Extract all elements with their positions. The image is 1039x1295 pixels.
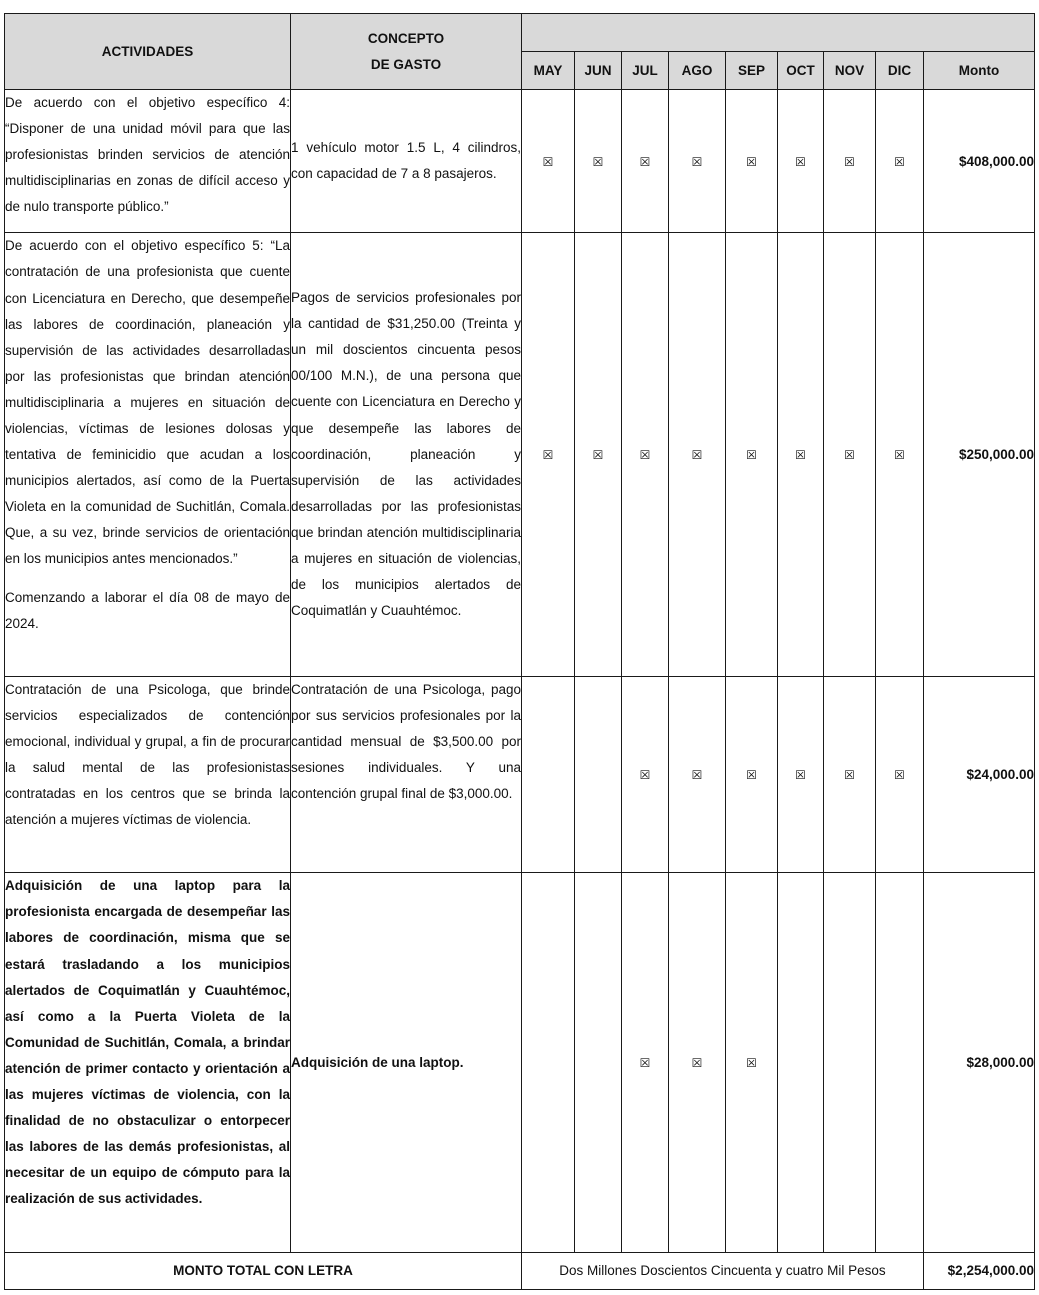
checked-box-icon: ☒ bbox=[894, 448, 905, 463]
checked-box-icon: ☒ bbox=[691, 448, 703, 463]
checked-box-icon: ☒ bbox=[691, 154, 703, 169]
month-check bbox=[726, 677, 778, 873]
month-check bbox=[622, 677, 669, 873]
month-check bbox=[824, 233, 876, 677]
checked-box-icon: ☒ bbox=[639, 154, 651, 169]
month-check bbox=[876, 873, 924, 1253]
month-check bbox=[575, 677, 622, 873]
header-concept-line2: DE GASTO bbox=[370, 56, 442, 72]
month-check bbox=[522, 90, 575, 233]
month-check bbox=[522, 233, 575, 677]
month-check bbox=[669, 677, 726, 873]
total-label: MONTO TOTAL CON LETRA bbox=[5, 1252, 522, 1289]
header-amount: Monto bbox=[924, 52, 1035, 90]
checked-box-icon: ☒ bbox=[639, 768, 651, 783]
checked-box-icon: ☒ bbox=[795, 154, 806, 169]
checked-box-icon: ☒ bbox=[746, 154, 757, 169]
header-month-jul: JUL bbox=[622, 52, 669, 90]
activity-text: De acuerdo con el objetivo específico 4: “Disponer de una unidad móvil para que las profesionistas brinden servicios de atención multidisciplinarias en zonas de difícil acceso y de nulo transporte público.” bbox=[5, 95, 290, 215]
activity-cell bbox=[5, 677, 291, 873]
table-row bbox=[5, 873, 1035, 1253]
total-row bbox=[5, 1252, 1035, 1289]
header-month-may: MAY bbox=[522, 52, 575, 90]
month-check bbox=[622, 873, 669, 1253]
month-check bbox=[876, 90, 924, 233]
checked-box-icon: ☒ bbox=[542, 154, 554, 169]
month-check bbox=[824, 677, 876, 873]
checked-box-icon: ☒ bbox=[844, 448, 855, 463]
month-check bbox=[522, 677, 575, 873]
checked-box-icon: ☒ bbox=[844, 154, 855, 169]
concept-cell: Pagos de servicios profesionales por la cantidad de $31,250.00 (Treinta y un mil doscientos cincuenta pesos 00/100 M.N.), de una persona que cuente con Licenciatura en Derecho y que desempeñe las labores de coordinación, planeación y supervisión de las actividades desarrolladas por las profesionistas que brindan atención multidisciplinaria a mujeres en situación de violencias, de los municipios alertados de Coquimatlán y Cuauhtémoc. bbox=[291, 233, 522, 677]
header-month-sep: SEP bbox=[726, 52, 778, 90]
header-month-oct: OCT bbox=[778, 52, 824, 90]
month-check bbox=[824, 873, 876, 1253]
checked-box-icon: ☒ bbox=[746, 448, 757, 463]
header-activities: ACTIVIDADES bbox=[5, 14, 291, 90]
header-month-ago: AGO bbox=[669, 52, 726, 90]
checked-box-icon: ☒ bbox=[795, 448, 806, 463]
checked-box-icon: ☒ bbox=[894, 768, 905, 783]
month-check bbox=[575, 90, 622, 233]
activity-text: Contratación de una Psicologa, que brinde servicios especializados de contención emocional, individual y grupal, a fin de procurar la salud mental de las profesionistas contratadas en los centros que se brinda la atención a mujeres víctimas de violencia. bbox=[5, 682, 290, 828]
checked-box-icon: ☒ bbox=[592, 448, 604, 463]
month-check bbox=[575, 233, 622, 677]
checked-box-icon: ☒ bbox=[691, 768, 703, 783]
checked-box-icon: ☒ bbox=[844, 768, 855, 783]
total-in-words: Dos Millones Doscientos Cincuenta y cuatro Mil Pesos bbox=[522, 1252, 924, 1289]
activity-note: Comenzando a laborar el día 08 de mayo de 2024. bbox=[5, 589, 290, 631]
month-check bbox=[622, 90, 669, 233]
checked-box-icon: ☒ bbox=[542, 448, 554, 463]
concept-cell: 1 vehículo motor 1.5 L, 4 cilindros, con capacidad de 7 a 8 pasajeros. bbox=[291, 90, 522, 233]
checked-box-icon: ☒ bbox=[592, 154, 604, 169]
total-amount: $2,254,000.00 bbox=[924, 1252, 1035, 1289]
amount-cell: $250,000.00 bbox=[924, 233, 1035, 677]
checked-box-icon: ☒ bbox=[691, 1056, 703, 1071]
activity-cell bbox=[5, 90, 291, 233]
checked-box-icon: ☒ bbox=[746, 1056, 757, 1071]
amount-cell: $28,000.00 bbox=[924, 873, 1035, 1253]
concept-cell: Contratación de una Psicologa, pago por sus servicios profesionales por la cantidad mensual de $3,500.00 por sesiones individuales. Y una contención grupal final de $3,000.00. bbox=[291, 677, 522, 873]
month-check bbox=[622, 233, 669, 677]
header-month-dic: DIC bbox=[876, 52, 924, 90]
header-concept-line1: CONCEPTO bbox=[367, 30, 445, 46]
month-check bbox=[669, 873, 726, 1253]
checked-box-icon: ☒ bbox=[639, 1056, 651, 1071]
month-check bbox=[824, 90, 876, 233]
budget-table bbox=[4, 13, 1035, 1290]
month-check bbox=[876, 233, 924, 677]
month-check bbox=[876, 677, 924, 873]
amount-cell: $408,000.00 bbox=[924, 90, 1035, 233]
month-check bbox=[522, 873, 575, 1253]
table-row bbox=[5, 677, 1035, 873]
month-check bbox=[575, 873, 622, 1253]
header-month-jun: JUN bbox=[575, 52, 622, 90]
checked-box-icon: ☒ bbox=[746, 768, 757, 783]
table-row bbox=[5, 90, 1035, 233]
month-check bbox=[669, 90, 726, 233]
month-check bbox=[669, 233, 726, 677]
activity-text: Adquisición de una laptop para la profesionista encargada de desempeñar las labores de coordinación, misma que se estará trasladando a los municipios alertados de Coquimatlán y Cuauhtémoc, así como a la Puerta Violeta de la Comunidad de Suchitlán, Comala, a brindar atención de primer contacto y orientación a las mujeres víctimas de violencia, con la finalidad de no obstaculizar o entorpecer las labores de las demás profesionistas, al necesitar de un equipo de cómputo para la realización de sus actividades. bbox=[5, 878, 290, 1207]
month-check bbox=[726, 233, 778, 677]
month-check bbox=[726, 90, 778, 233]
concept-cell: Adquisición de una laptop. bbox=[291, 873, 522, 1253]
table-row bbox=[5, 233, 1035, 677]
checked-box-icon: ☒ bbox=[894, 154, 905, 169]
month-check bbox=[726, 873, 778, 1253]
month-check bbox=[778, 873, 824, 1253]
checked-box-icon: ☒ bbox=[795, 768, 806, 783]
header-row-top bbox=[5, 14, 1035, 52]
header-month-nov: NOV bbox=[824, 52, 876, 90]
header-concept bbox=[291, 14, 522, 90]
activity-cell bbox=[5, 873, 291, 1253]
header-months-group bbox=[522, 14, 1035, 52]
amount-cell: $24,000.00 bbox=[924, 677, 1035, 873]
month-check bbox=[778, 233, 824, 677]
month-check bbox=[778, 677, 824, 873]
activity-cell bbox=[5, 233, 291, 677]
month-check bbox=[778, 90, 824, 233]
checked-box-icon: ☒ bbox=[639, 448, 651, 463]
activity-text: De acuerdo con el objetivo específico 5: “La contratación de una profesionista que cuente con Licenciatura en Derecho, que desempeñe las labores de coordinación, planeación y supervisión de las actividades desarrolladas por las profesionistas que brindan atención multidisciplinaria a mujeres en situación de violencias, víctimas de lesiones dolosas y tentativa de feminicidio que acudan a los municipios alertados, así como de la Puerta Violeta en la comunidad de Suchitlán, Comala. Que, a su vez, brinde servicios de orientación en los municipios antes mencionados.” bbox=[5, 238, 290, 567]
